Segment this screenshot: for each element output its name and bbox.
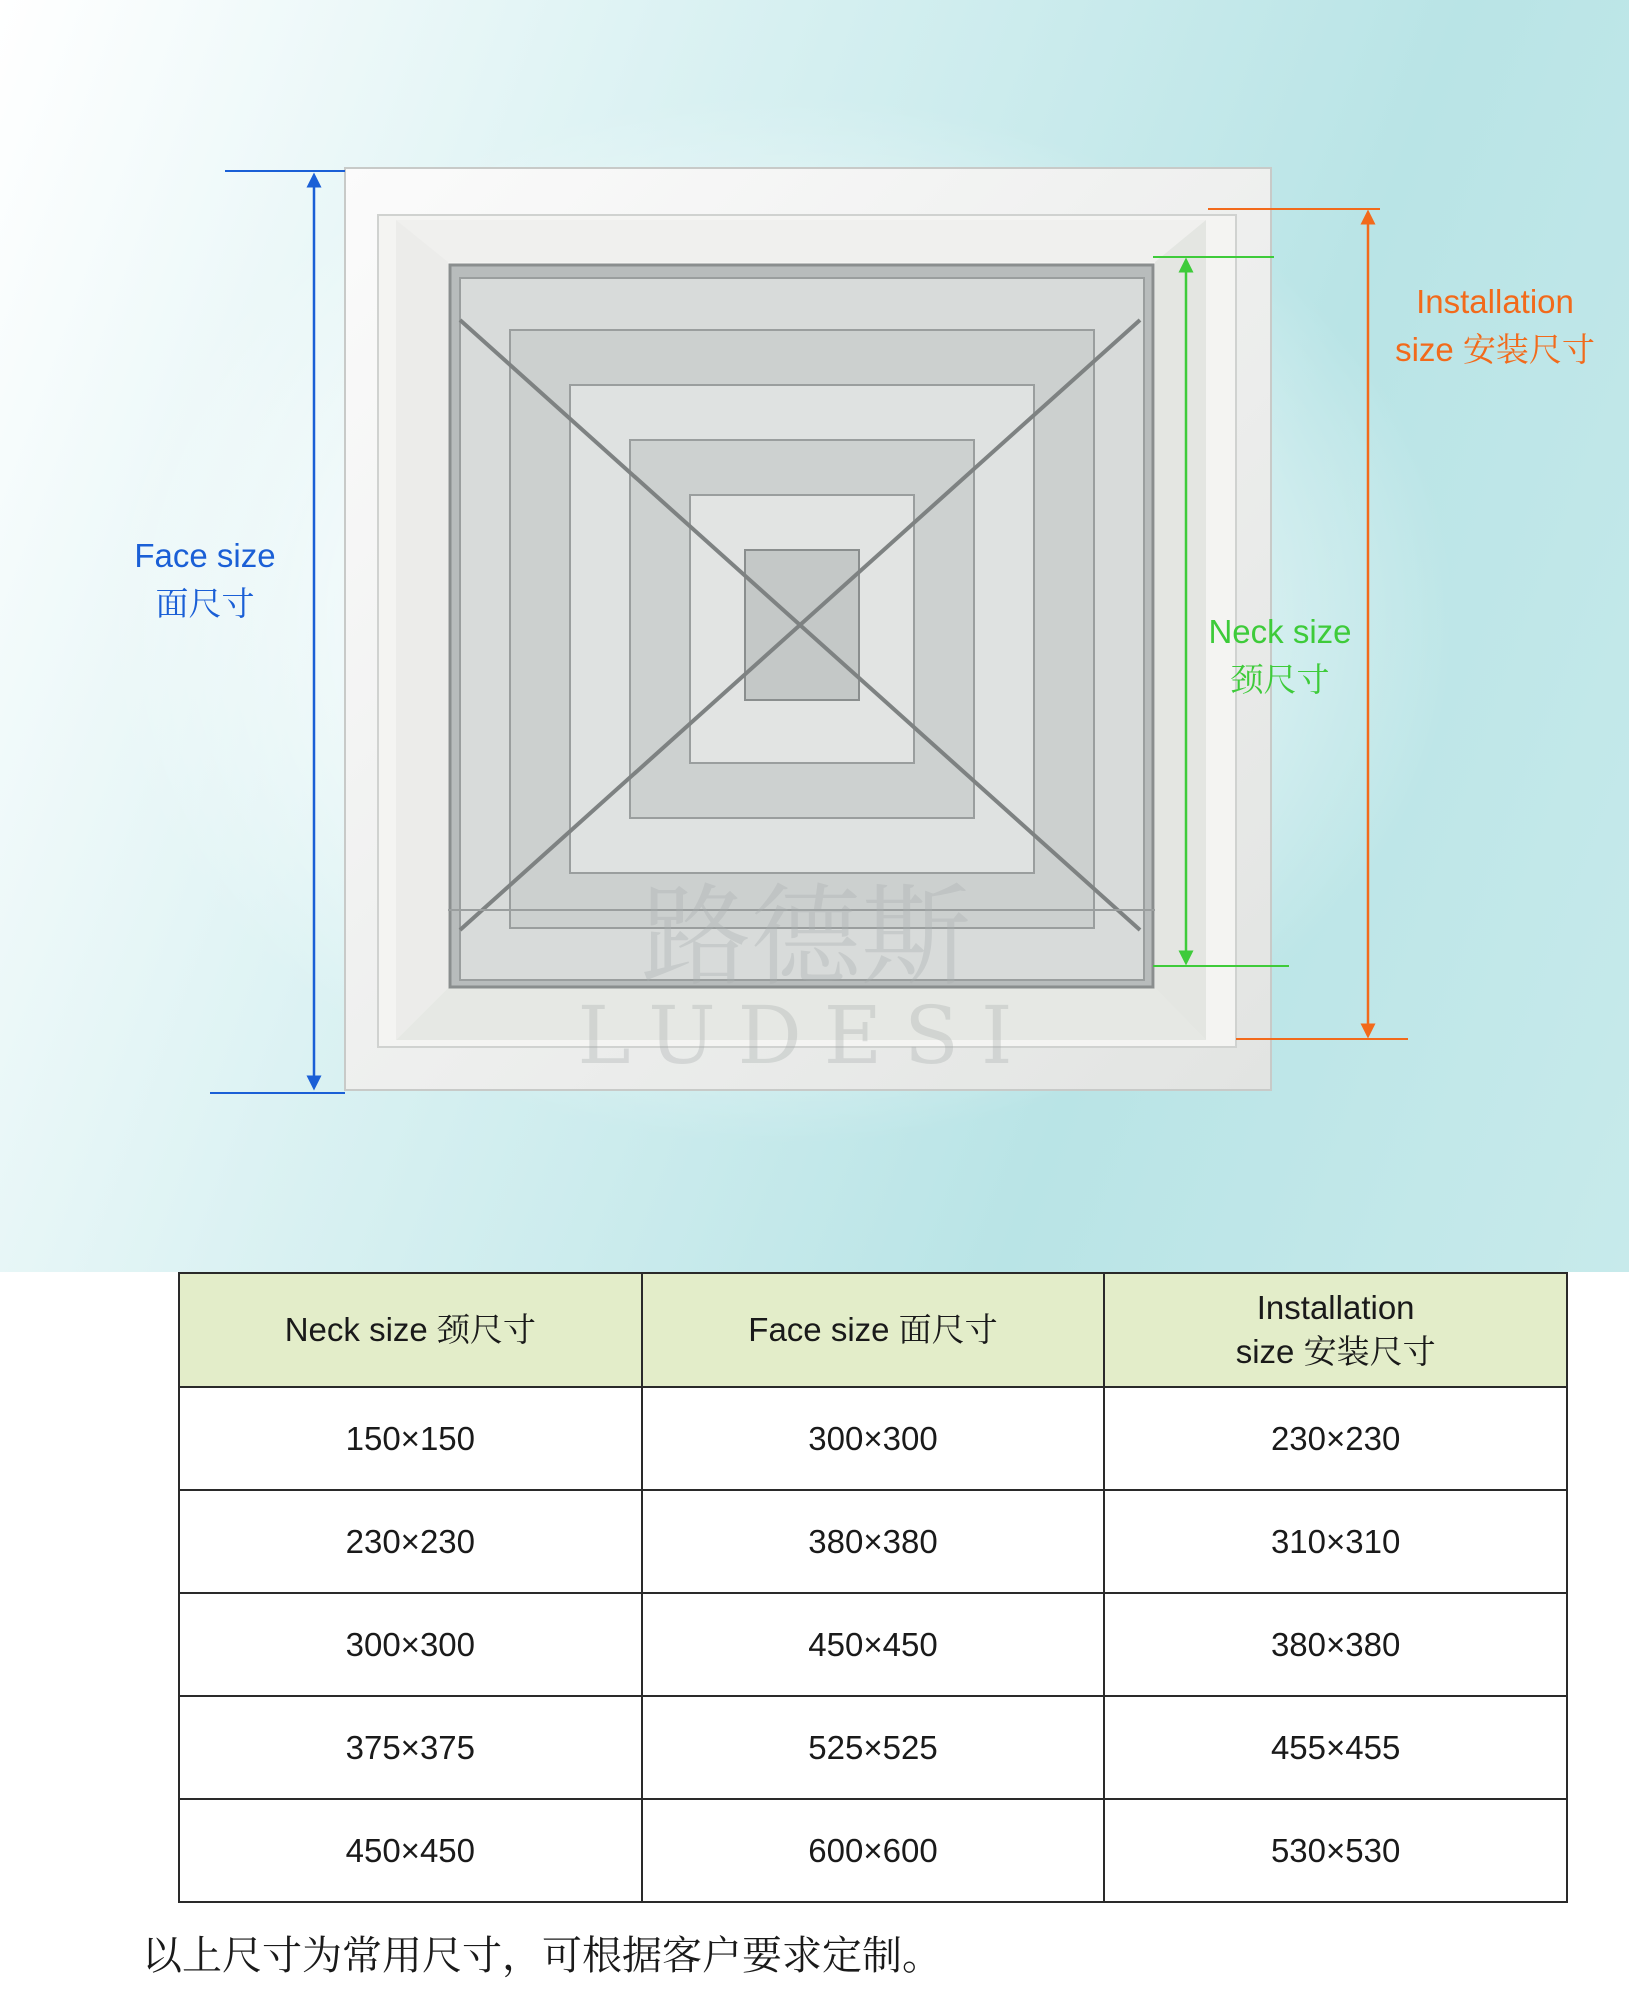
neck-size-label xyxy=(1180,608,1380,704)
face-size-label-en: Face size xyxy=(134,537,276,574)
watermark-cn: 路德斯 xyxy=(641,873,971,1001)
table-cell: 375×375 xyxy=(179,1696,642,1799)
installation-size-label-line2: size 安装尺寸 xyxy=(1395,331,1595,368)
face-size-label-cn: 面尺寸 xyxy=(155,585,255,622)
table-cell: 310×310 xyxy=(1104,1490,1567,1593)
table-cell: 150×150 xyxy=(179,1387,642,1490)
table-cell: 230×230 xyxy=(1104,1387,1567,1490)
table-cell: 300×300 xyxy=(179,1593,642,1696)
table-cell: 380×380 xyxy=(1104,1593,1567,1696)
face-size-label xyxy=(100,532,310,628)
header-installation-size xyxy=(1104,1273,1567,1387)
table-cell: 450×450 xyxy=(642,1593,1105,1696)
installation-size-label xyxy=(1380,278,1610,374)
table-cell: 380×380 xyxy=(642,1490,1105,1593)
table-row xyxy=(179,1490,1567,1593)
header-face-size xyxy=(642,1273,1105,1387)
table-cell: 450×450 xyxy=(179,1799,642,1902)
neck-size-label-cn: 颈尺寸 xyxy=(1230,661,1330,698)
header-neck-size xyxy=(179,1273,642,1387)
watermark-en: LUDESI xyxy=(577,989,1035,1082)
header-neck-size-text: Neck size 颈尺寸 xyxy=(284,1311,536,1348)
table-row xyxy=(179,1593,1567,1696)
header-installation-line1: Installation xyxy=(1256,1289,1415,1326)
table-row xyxy=(179,1799,1567,1902)
installation-size-label-line1: Installation xyxy=(1416,283,1574,320)
header-face-size-text: Face size 面尺寸 xyxy=(748,1311,998,1348)
table-row xyxy=(179,1696,1567,1799)
table-cell: 230×230 xyxy=(179,1490,642,1593)
size-spec-table xyxy=(178,1272,1568,1903)
footnote: 以上尺寸为常用尺寸，可根据客户要求定制。 xyxy=(142,1933,942,1979)
table-cell: 300×300 xyxy=(642,1387,1105,1490)
table-cell: 455×455 xyxy=(1104,1696,1567,1799)
header-installation-line2: size 安装尺寸 xyxy=(1235,1333,1436,1370)
table-header-row xyxy=(179,1273,1567,1387)
table-cell: 600×600 xyxy=(642,1799,1105,1902)
neck-size-label-en: Neck size xyxy=(1208,613,1352,650)
table-cell: 525×525 xyxy=(642,1696,1105,1799)
table-cell: 530×530 xyxy=(1104,1799,1567,1902)
table-row xyxy=(179,1387,1567,1490)
